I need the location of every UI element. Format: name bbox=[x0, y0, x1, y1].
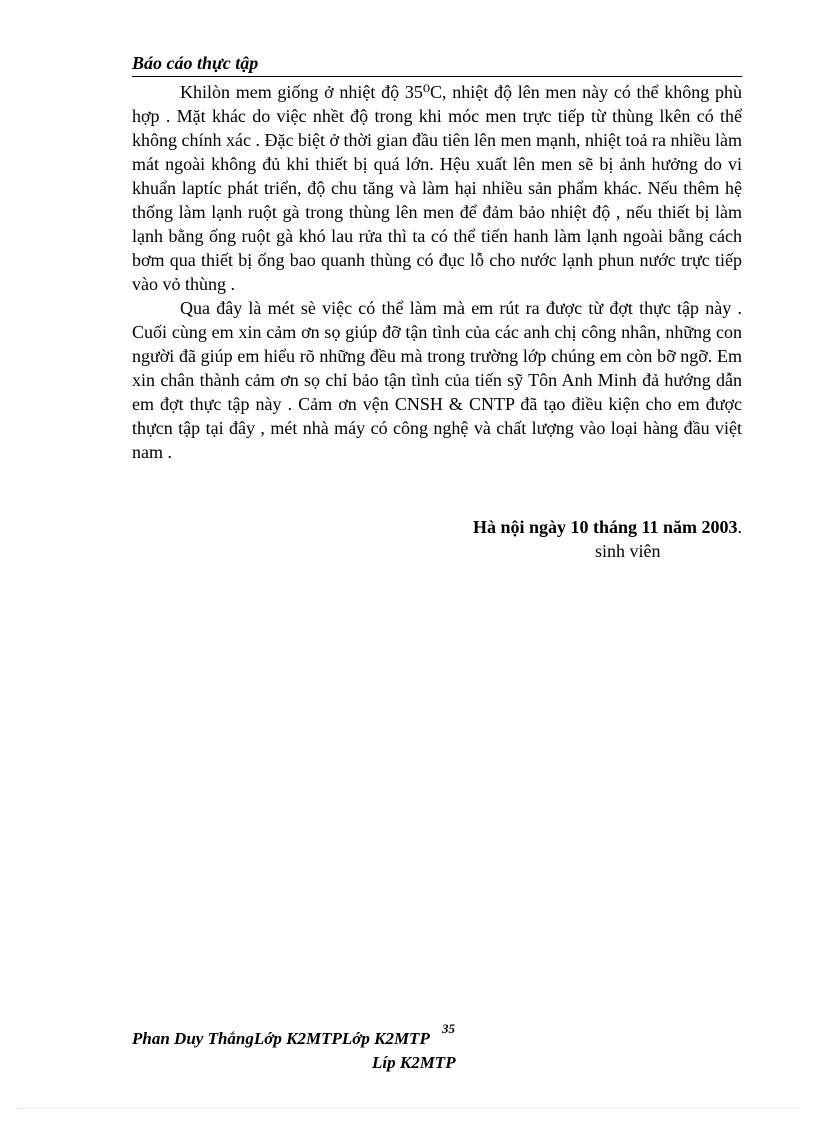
footer-line-1: Phan Duy ThắngLớp K2MTPLớp K2MTP bbox=[132, 1029, 430, 1048]
body-text bbox=[132, 80, 742, 464]
page-footer bbox=[132, 1027, 742, 1075]
closing-date: Hà nội ngày 10 tháng 11 năm 2003 bbox=[472, 517, 738, 537]
paragraph-1: Khilòn mem giống ở nhiệt độ 35⁰C, nhiệt độ lên men này có thể không phù hợp . Mặt khác do việc nhềt độ trong khi móc men trực tiếp từ thùng lkên có thể không chính xác . Đặc biệt ở thời gian đầu tiên lên men mạnh, nhiệt toả ra nhiều làm mát ngoài không đủ khi thiết bị quá lớn. Hệu xuất lên men sẽ bị ảnh hưởng do vi khuẩn laptíc phát triển, độ chu tăng và làm hại nhiều sản phẩm khác. Nếu thêm hệ thống làm lạnh ruột gà trong thùng lên men để đảm bảo nhiệt độ , nếu thiết bị làm lạnh bằng ống ruột gà khó lau rửa thì ta có thể tiến hanh làm lạnh ngoài bằng cách bơm qua thiết bị ống bao quanh thùng có đục lỗ cho nước lạnh phun nước trực tiếp vào vỏ thùng . bbox=[132, 82, 742, 294]
closing-signer: sinh viên bbox=[595, 541, 661, 561]
header-title: Báo cáo thực tập bbox=[132, 53, 259, 73]
paragraph-2: Qua đây là mét sè việc có thể làm mà em rút ra được từ đợt thực tập này . Cuối cùng em xin cảm ơn sọ giúp đỡ tận tình của các anh chị công nhân, những con người đã giúp em hiểu rõ những đều mà trong trường lớp chúng em còn bỡ ngỡ. Em xin chân thành cảm ơn sọ chỉ bảo tận tình của tiến sỹ Tôn Anh Minh đả hướng dẫn em đợt thực tập này . Cảm ơn vện CNSH & CNTP đã tạo điều kiện cho em được thựcn tập tại đây , mét nhà máy có công nghệ và chất lượng vào loại hàng đầu việt nam . bbox=[132, 298, 742, 462]
page-number: 35 bbox=[442, 1021, 455, 1036]
footer-line-2: Líp K2MTP bbox=[372, 1053, 456, 1072]
page-edge-divider bbox=[16, 1108, 800, 1109]
closing-date-period: . bbox=[737, 517, 742, 537]
page-header bbox=[132, 52, 742, 77]
closing-date-line bbox=[400, 515, 742, 539]
closing-block bbox=[400, 515, 742, 563]
